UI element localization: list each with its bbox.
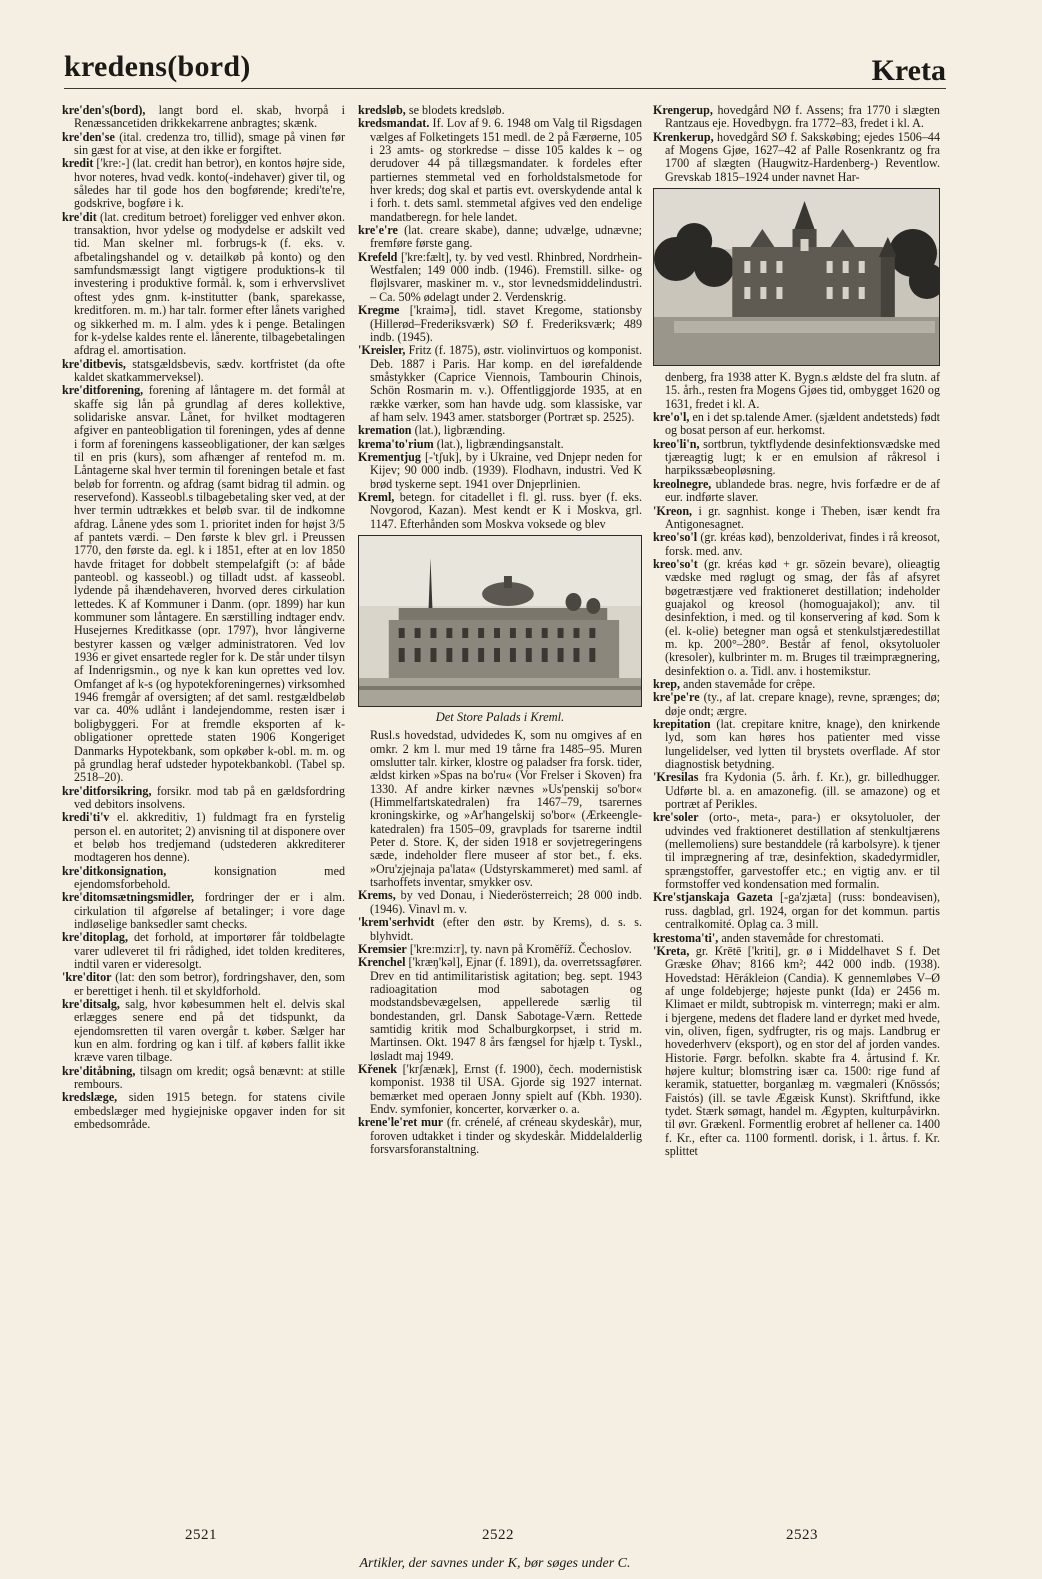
dictionary-entry xyxy=(358,943,642,956)
dictionary-entry xyxy=(62,785,345,812)
entry-text: (lat.), ligbrænding. xyxy=(414,423,506,438)
entry-text: Rusl.s hovedstad, udvidedes K, som nu omgives af en omkr. 2 km l. mur med 19 tårne fra 1485–95. Muren omslutter talr. kirker, klostre og paladser fra forsk. tider, ældst kirken »Spas na bo'ru« (Vor Frelser i Skoven) fra 1330. Af andre kirker nævnes »Us'penskij so'bor« (Himmelfartskatedralen) fra 1467–79, tsarernes kroningskirke, og »Ar'hangelskij so'bor« (Ærkeengle-katedralen) fra 1505–09, gravplads for tsarerne indtil Peter d. Store. K, der siden 1918 er sovjetregeringens sæde, indeholder flere museer af stor bet., f. eks. »Oru'zjejnaja pa'lata« (Udstyrskammeret) med saml. af tsarhoffets inventar, smykker osv. xyxy=(370,728,642,890)
dictionary-entry xyxy=(358,491,642,531)
entry-text: ublandede bras. negre, hvis forfædre er de af eur. indførte slaver. xyxy=(665,476,940,505)
entry-headword: 'Kresilas xyxy=(653,770,699,785)
entry-headword: Krengerup, xyxy=(653,103,713,117)
entry-text: i gr. sagnhist. konge i Theben, især kendt fra Antigonesagnet. xyxy=(665,503,941,531)
entry-text: siden 1915 betegn. for statens civile embedslæger med hygiejniske opgaver inden for sit embedsområde. xyxy=(74,1090,345,1132)
dictionary-entry xyxy=(358,451,642,491)
entry-headword: 'krem'serhvidt xyxy=(358,915,435,930)
entry-headword: kredsløb, xyxy=(358,103,406,117)
entry-text: (efter den østr. by Krems), d. s. s. blyhvidt. xyxy=(370,915,642,943)
dictionary-entry xyxy=(653,438,940,478)
entry-text: (gr. kréas kød + gr. sōzein bevare), olieagtig vædske med røglugt og smag, der fås af afsyret bøgetræstjære ved fraktioneret destillation; indeholder guajakol og kreosol (homoguajakol); anv. til desinfektion, i med. og til konservering af kød. Som k (el. k-olie) betegner man også et stenkulstjæredestillat m. kp. 200°–280°. Består af fenol, oksytoluoler (kresoler), kulbrinter m. m. Bruges til træimprægnering, desinfektion o. a. Tidl. anv. i hostemikstur. xyxy=(665,556,940,678)
entry-headword: Kreml, xyxy=(358,489,395,504)
dictionary-entry xyxy=(358,344,642,424)
entry-headword: kre'ditomsætningsmidler, xyxy=(62,890,195,905)
dictionary-entry xyxy=(62,131,345,158)
dictionary-entry xyxy=(358,424,642,437)
dictionary-entry xyxy=(62,865,345,892)
entry-headword: kredit xyxy=(62,156,94,171)
entry-text: anden stavemåde for crêpe. xyxy=(683,676,816,691)
entry-headword: kre'e're xyxy=(358,223,398,238)
entry-text: gr. Krētē ['kriti], gr. ø i Middelhavet S f. Det Græske Øhav; 8166 km²; 442 000 indb. (1938). Hovedstad: Hērákleion (Candia). K gennemløbes V–Ø af unge foldebjerge; højeste punkt (Ida) er 2456 m. Klimaet er mildt, subtropisk m. vinterregn; maki er alm. i bjergene, medens det fladere land er dyrket med hvede, vin, oliven, figen, sydfrugter, ris og majs. Landbrug er hovederhverv (eksport), og en stor del af jorden vandes. Historie. Førgr. befolkn. skabte fra 4. årtusind f. Kr. højere kultur; blomstring især ca. 1500: rige fund af keramik, statuetter, borganlæg m. vægmaleri (Knōssós; Faistós) (ill. se tavle Ægæisk Kunst). Skriftfund, ikke tydet. Stærk sømagt, handel m. Ægypten, kulturpåvirkn. til øvr. Grækenl. Formentlig erobret af hellener ca. 1400 f. Kr., efter ca. 1100 formentl. dorisk, i 1. årtus. f. Kr. splittet xyxy=(665,943,940,1158)
entry-headword: kreolnegre, xyxy=(653,476,712,491)
dictionary-entry xyxy=(358,956,642,1063)
dictionary-entry xyxy=(358,1063,642,1116)
entry-text: (lat. creare skabe), danne; udvælge, udnævne; fremføre første gang. xyxy=(370,223,643,251)
entry-headword: kredsmandat. xyxy=(358,116,430,131)
entry-headword: kreo'li'n, xyxy=(653,436,700,451)
entry-headword: Krenkerup, xyxy=(653,129,714,144)
entry-text: se blodets kredsløb. xyxy=(408,103,505,117)
entry-headword: kre'ditåbning, xyxy=(62,1063,136,1078)
figure-caption: Det Store Palads i Kreml. xyxy=(435,710,565,724)
dictionary-entry xyxy=(62,1091,345,1131)
dictionary-entry xyxy=(653,104,940,131)
entry-headword: krep, xyxy=(653,676,680,691)
dictionary-entry xyxy=(653,678,940,691)
entry-headword: Kremsier xyxy=(358,941,407,956)
entry-text: hovedgård SØ f. Sakskøbing; ejedes 1506–44 af Mogens Gjøe, 1627–42 af Palle Rosenkrantz og fra 1700 af slægten (Haugwitz-Hardenberg-) Reventlow. Grevskab 1815–1924 under navnet Har- xyxy=(665,129,940,184)
entry-headword: krema'to'rium xyxy=(358,436,434,451)
entry-text: [-ga'zjæta] (russ: bondeavisen), russ. dagblad, grl. 1924, organ for det kommun. partis centralkomité. Oplag ca. 3 mill. xyxy=(665,890,940,932)
dictionary-entry xyxy=(653,505,940,532)
entry-text: Fritz (f. 1875), østr. violinvirtuos og komponist. Deb. 1887 i Paris. Har komp. en del iørefaldende småstykker (Caprice Viennois, Tambourin Chinois, Schön Rosmarin m. v.). Offentliggjorde 1935, at en række værker, som han havde udg. som klassiske, var af ham selv. 1943 amer. statsborger (Portræt sp. 2525). xyxy=(370,343,643,424)
entry-text: tilsagn om kredit; også benævnt: at stille rembours. xyxy=(74,1063,345,1092)
page-number-2: 2522 xyxy=(482,1527,514,1543)
entry-headword: kre'o'l, xyxy=(653,410,690,425)
entry-text: fordringer der er i alm. cirkulation til afgørelse af betalinger; i vore dage indløselige banksedler samt checks. xyxy=(74,890,345,931)
header-rule xyxy=(64,88,946,89)
column-2 xyxy=(358,104,642,1156)
dictionary-entry xyxy=(358,729,642,889)
entry-headword: 'Kreta, xyxy=(653,943,690,958)
dictionary-entry xyxy=(62,211,345,358)
dictionary-entry xyxy=(653,771,940,811)
dictionary-entry xyxy=(358,1116,642,1156)
dictionary-entry xyxy=(62,891,345,931)
entry-text: forsikr. mod tab på en gældsfordring ved debitors insolvens. xyxy=(74,783,345,811)
entry-text: langt bord el. skab, hvorpå i Renæssancetiden drikkekarrene anbragtes; skænk. xyxy=(74,103,345,131)
dictionary-entry xyxy=(653,811,940,891)
entry-headword: Kregme xyxy=(358,303,400,318)
dictionary-entry xyxy=(62,971,345,998)
entry-headword: kreo'so'l xyxy=(653,530,698,545)
column-1 xyxy=(62,104,345,1131)
entry-headword: Krementjug xyxy=(358,449,421,464)
entry-headword: kredslæge, xyxy=(62,1090,118,1105)
entry-headword: kredi'ti'v xyxy=(62,810,110,825)
dictionary-entry xyxy=(358,251,642,304)
dictionary-entry xyxy=(358,117,642,224)
dictionary-entry xyxy=(358,916,642,943)
entry-headword: kre'pe're xyxy=(653,690,700,705)
right-running-head: Kreta xyxy=(871,54,946,87)
entry-headword: kre'soler xyxy=(653,810,699,825)
entry-text: fra Kydonia (5. årh. f. Kr.), gr. billedhugger. Udførte bl. a. en amazonefig. (ill. se amazone) og et portræt af Perikles. xyxy=(665,770,940,812)
entry-headword: kre'ditforsikring, xyxy=(62,783,152,798)
dictionary-entry xyxy=(653,531,940,558)
entry-text: (fr. crénelé, af créneau skydeskår), mur, foroven udtakket i tinder og skydeskår. Middelalderlig forsvarsforanstaltning. xyxy=(370,1115,642,1156)
entry-headword: Kre'stjanskaja Gazeta xyxy=(653,890,773,905)
dictionary-entry xyxy=(653,411,940,438)
entry-text: (gr. kréas kød), benzolderivat, findes i rå kreosot, forsk. med. anv. xyxy=(665,530,940,558)
entry-headword: kre'ditoplag, xyxy=(62,930,128,945)
entry-text: en i det sp.talende Amer. (sjældent andetsteds) født og bosat person af eur. herkomst. xyxy=(665,410,941,438)
entry-headword: krene'le'ret mur xyxy=(358,1115,444,1130)
entry-text: anden stavemåde for chrestomati. xyxy=(721,930,884,945)
entry-headword: 'Kreisler, xyxy=(358,343,406,358)
dictionary-entry xyxy=(358,224,642,251)
entry-text: betegn. for citadellet i fl. gl. russ. byer (f. eks. Novgorod, Kazan). Mest kendt er K i Moskva, grl. 1147. Efterhånden som Moskva voksede og blev xyxy=(370,489,642,531)
entry-text: ['kræŋ'kəl], Ejnar (f. 1891), da. overretssagfører. Drev en tid antimilitaristisk agitation; beg. sept. 1943 radioagitation mod sabotagen og modstandsbevægelsen, appellerede særlig til bondestanden, grl. Dansk Sabotage-Værn. Rettede samtidig kritik mod Schalburgkorpset, i strid m. Martinsen. Okt. 1947 8 års fængsel for hjælp t. Tyskl., løsladt maj 1949. xyxy=(370,955,642,1063)
dictionary-entry xyxy=(62,157,345,210)
page-number-3: 2523 xyxy=(786,1527,818,1543)
entry-text: forening af låntagere m. det formål at skaffe sig lån på grundlag af deres kollektive, solidariske ansvar. Lånet, for hvilket modtageren afgiver en panteobligation til foreningen, ydes af denne i form af foreningens kasseobligationer, der kan sælges til en pris (kurs), som afhænger af rentefod m. m. Låntagerne skal hver termin til foreningen betale et fast beløb for forrentn. og afdrag (samt bidrag til admin. og reservefond). Kasseobl.s tilbagebetaling sker ved, at der hver termin udtrækkes et beløb svar. til de indkomne afdrag. Lånene ydes som 1. prioritet inden for højst 3/5 af pantets værdi. – Den første k blev grl. i Preussen 1770, den første da. egl. k i 1851, efter at en lov 1850 havde fritaget for dobbelt stempelafgift (ɔ: af både panteobl. og kasseobl.) og tilladt udst. af kasseobl. lydende på ihændehaveren, hvorved deres cirkulation lettedes. K af Kommuner i Danm. (opr. 1899) har kun kommuner som låntagere. En særstilling indtager endv. Husejernes Kreditkasse (opr. 1797), hvor långiverne bestyrer kassen og vælger administratoren. Ved lov 1936 er givet ensartede regler for k. De står under tilsyn af Indenrigsmin., og nye k kan kun oprettes ved lov. Omfanget af k-s (og hypotekforeningernes) virksomhed 1946 fremgår af oversigten; af det saml. restgældbeløb var ca. 40% udlånt i landejendomme, resten især i boligbyggeri. For at fremdle eksporten af k-obligationer oprettede staten 1906 Kongeriget Danmarks Hypotekbank, som opkøber k-obl. m. m. og på grundlag heraf udsteder hypotekbankobl. (Tabel sp. 2518–20). xyxy=(74,383,346,785)
entry-headword: Křenek xyxy=(358,1061,397,1076)
entry-text: el. akkreditiv, 1) fuldmagt fra en fyrstelig person el. en autoritet; 2) anvisning til at disponere over et beløb hos tredjemand (udstederen akkrediterer modtageren hos denne). xyxy=(74,810,345,865)
entry-text: statsgældsbevis, sædv. kortfristet (da ofte kaldet skatkammerveksel). xyxy=(74,356,345,384)
entry-text: (lat.), ligbrændingsanstalt. xyxy=(436,436,564,451)
entry-headword: krestoma'ti', xyxy=(653,930,719,945)
dictionary-entry xyxy=(358,438,642,451)
dictionary-entry xyxy=(653,945,940,1159)
entry-headword: Krefeld xyxy=(358,249,398,264)
entry-headword: kre'ditsalg, xyxy=(62,997,120,1012)
dictionary-entry xyxy=(62,358,345,385)
dictionary-entry xyxy=(653,558,940,678)
entry-headword: Krems, xyxy=(358,888,396,903)
entry-text: (ty., af lat. crepare knage), revne, sprænges; dø; døje ondt; ærgre. xyxy=(665,690,940,718)
entry-text: (lat. creditum betroet) foreligger ved enhver økon. transaktion, hvor ydelse og modydelse er adskilt ved tid. Man skelner ml. forbrugs-k (f. eks. v. afbetalingshandel og v. detailkøb på konto) og den samfundsmæssigt langt vigtigere produktions-k til investering i produktive formål. k, som i erhvervslivet oftest ydes gnm. k-institutter (bank, sparekasse, kreditforen. m. m.) har talr. former efter lånets varighed og sikkerhed m. m. I alm. ydes k i penge. Betalingen for k-ydelse kaldes rente el. lånerente, tilbagebetalingen afdrag el. amortisation. xyxy=(74,209,345,358)
page-header xyxy=(64,44,946,92)
entry-text: (ital. credenza tro, tillid), smage på vinen før sin gæst for at vise, at den ikke er forgiftet. xyxy=(74,129,345,158)
entry-text: ['kre:mzi:r], ty. navn på Kroměříž. Čechoslov. xyxy=(409,941,632,956)
entry-headword: kremation xyxy=(358,423,412,438)
entry-headword: kre'ditbevis, xyxy=(62,356,126,371)
entry-text: ['kre:fælt], ty. by ved vestl. Rhinbred, Nordrhein-Westfalen; 149 000 indb. (1946). Fremstill. silke- og fløjlsvarer, maskiner m. v., stor levnedsmiddelindustri. – Ca. 50% ødelagt under 2. Verdenskrig. xyxy=(370,249,642,304)
dictionary-entry xyxy=(62,998,345,1065)
entry-headword: kre'ditforening, xyxy=(62,383,144,398)
krenkerup-photo xyxy=(653,188,940,366)
entry-text: ['krʃænæk], Ernst (f. 1900), čech. modernistisk komponist. 1938 til USA. Gjorde sig 1927 internat. bemærket med operaen Jonny spielt auf (Kbh. 1930). Endv. symfonier, koncerter, korværker o. a. xyxy=(370,1061,642,1116)
kremlin-figure xyxy=(358,535,642,724)
dictionary-entry xyxy=(653,932,940,945)
dictionary-entry xyxy=(62,384,345,784)
dictionary-entry xyxy=(653,131,940,184)
entry-text: (lat. crepitare knitre, knage), den knirkende lyd, som kan høres hos patienter med visse lungelidelser, ved lytten til brystets overflade. Af stor diagnostisk betydning. xyxy=(665,717,940,772)
entry-text: denberg, fra 1938 atter K. Bygn.s ældste del fra slutn. af 15. årh., resten fra Mogens Gjøes tid, ombygget 1620 og 1631, fredet i kl. A. xyxy=(665,370,940,411)
entry-text: salg, hvor købesummen helt el. delvis skal erlægges senere end på det tidspunkt, da ejendomsretten til varen overgår t. køber. Sælger har kun en alm. fordring og kan i tilf. af købers fallit ikke kræve varen tilbage. xyxy=(74,997,345,1065)
column-3 xyxy=(653,104,940,1158)
entry-headword: kre'den'se xyxy=(62,129,115,144)
entry-headword: kreo'so't xyxy=(653,556,698,571)
dictionary-entry xyxy=(653,691,940,718)
footnote: Artikler, der savnes under K, bør søges under C. xyxy=(359,1556,631,1571)
dictionary-entry xyxy=(62,1065,345,1092)
entry-headword: kre'den's(bord), xyxy=(62,103,146,117)
entry-headword: krepitation xyxy=(653,717,711,731)
entry-headword: kre'ditkonsignation, xyxy=(62,863,167,878)
kremlin-photo xyxy=(358,535,642,707)
entry-text: det forhold, at importører får toldbelagte varer udleveret til fri rådighed, idet tolden krediteres, indtil varen er videresolgt. xyxy=(74,930,345,971)
dictionary-entry xyxy=(358,889,642,916)
entry-text: by ved Donau, i Niederösterreich; 28 000 indb. (1946). Vinavl m. v. xyxy=(370,888,642,916)
entry-text: [-'tʃuk], by i Ukraine, ved Dnjepr neden for Kijev; 90 000 indb. (1939). Flodhavn, industri. Ved K brød tyskerne sept. 1941 over Dnjeprlinien. xyxy=(370,449,642,491)
entry-text: ['kraimə], tidl. stavet Kregome, stationsby (Hillerød–Frederiksværk) SØ f. Frederiksværk; 489 indb. (1945). xyxy=(370,303,642,344)
dictionary-entry xyxy=(358,304,642,344)
entry-text: (orto-, meta-, para-) er oksytoluoler, der udvindes ved fraktioneret destillation af stenkultjærens (mellemoliens) sure bestanddele (rå karbolsyre). k tjener til imprægnering af træ, desinfektion, skadedyrmidler, sprængstoffer, garvestoffer etc.; en vigtig anv. er til formstoffer ved kondensation med formalin. xyxy=(665,810,940,892)
dictionary-entry xyxy=(62,104,345,131)
page-number-1: 2521 xyxy=(185,1527,217,1543)
dictionary-entry xyxy=(62,931,345,971)
entry-headword: Krenchel xyxy=(358,955,406,970)
dictionary-entry xyxy=(653,478,940,505)
left-running-head: kredens(bord) xyxy=(64,50,251,83)
dictionary-entry xyxy=(358,104,642,117)
entry-text: hovedgård NØ f. Assens; fra 1770 i slægten Rantzaus eje. Hovedbygn. fra 1772–83, fredet i kl. A. xyxy=(665,103,940,131)
entry-text: sortbrun, tyktflydende desinfektionsvædske med tjæreagtig lugt; k er en emulsion af råkresol i harpikssæbeopløsning. xyxy=(665,436,940,478)
entry-headword: 'Kreon, xyxy=(653,503,693,518)
krenkerup-figure xyxy=(653,188,940,366)
entry-headword: 'kre'ditor xyxy=(62,970,112,985)
entry-text: ['kre:-] (lat. credit han betror), en kontos højre side, hvor noteres, hvad vedk. konto(-indehaver) giver til, og således har til gode hos den bogførende; kredi'te're, godskrive, bogføre i k. xyxy=(74,156,345,211)
entry-headword: kre'dit xyxy=(62,209,97,224)
dictionary-entry xyxy=(653,371,940,411)
entry-text: konsignation med ejendomsforbehold. xyxy=(74,863,345,891)
dictionary-entry xyxy=(653,718,940,771)
dictionary-entry xyxy=(62,811,345,864)
dictionary-entry xyxy=(653,891,940,931)
entry-text: (lat: den som betror), fordringshaver, den, som er berettiget i henh. til et skyldforhold. xyxy=(74,970,345,998)
entry-text: If. Lov af 9. 6. 1948 om Valg til Rigsdagen vælges af Folketingets 151 medl. de 2 på Færøerne, 105 i 23 amts- og storkredse – disse 105 kaldes k – og derudover 44 på tillægsmandater. k fordeles efter partiernes stemmetal ved en forholdstalsmetode for hver kreds; dog skal et partis evt. overskydende antal k i forh. t. dets saml. stemmetal afgives ved den endelige mandatberegn. for hele landet. xyxy=(370,116,642,224)
